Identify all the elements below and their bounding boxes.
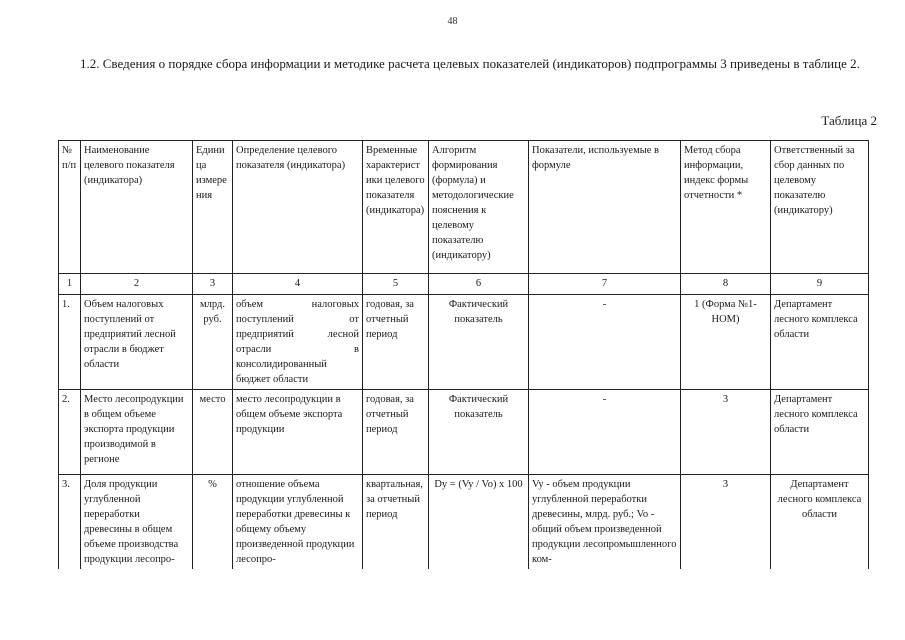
table-row <box>59 475 869 570</box>
indicator-method: 3 <box>681 390 771 475</box>
header-cell: Временные характеристики целевого показателя (индикатора) <box>363 141 429 274</box>
column-number: 5 <box>363 274 429 295</box>
intro-paragraph: 1.2. Сведения о порядке сбора информации и методике расчета целевых показателей (индикаторов) подпрограммы 3 приведены в таблице 2. <box>80 56 860 71</box>
indicator-timing: годовая, за отчетный период <box>363 390 429 475</box>
indicators-table <box>58 140 869 569</box>
indicator-name: Объем налоговых поступлений от предприятий лесной отрасли в бюджет области <box>81 295 193 390</box>
header-cell: № п/п <box>59 141 81 274</box>
header-cell: Единица измерения <box>193 141 233 274</box>
indicator-formula-vars: - <box>529 295 681 390</box>
indicator-algorithm: Фактический показатель <box>429 295 529 390</box>
indicator-unit: % <box>193 475 233 570</box>
indicator-formula-vars: Vy - объем продукции углубленной переработки древесины, млрд. руб.; Vo - общий объем произведенной продукции лесопромышленного ком- <box>529 475 681 570</box>
column-number: 7 <box>529 274 681 295</box>
header-cell: Алгоритм формирования (формула) и методологические пояснения к целевому показателю (индикатору) <box>429 141 529 274</box>
column-number: 2 <box>81 274 193 295</box>
indicator-method: 1 (Форма №1-НОМ) <box>681 295 771 390</box>
column-number: 4 <box>233 274 363 295</box>
header-cell: Метод сбора информации, индекс формы отчетности * <box>681 141 771 274</box>
header-cell: Определение целевого показателя (индикатора) <box>233 141 363 274</box>
indicator-method: 3 <box>681 475 771 570</box>
header-cell: Ответственный за сбор данных по целевому показателю (индикатору) <box>771 141 869 274</box>
column-number: 6 <box>429 274 529 295</box>
table-row <box>59 390 869 475</box>
column-number: 8 <box>681 274 771 295</box>
indicator-name: Место лесопродукции в общем объеме экспорта продукции производимой в регионе <box>81 390 193 475</box>
table-caption: Таблица 2 <box>821 113 877 128</box>
indicator-algorithm: Dy = (Vy / Vo) x 100 <box>429 475 529 570</box>
indicator-unit: млрд. руб. <box>193 295 233 390</box>
column-number-row <box>59 274 869 295</box>
indicator-definition: место лесопродукции в общем объеме экспорта продукции <box>233 390 363 475</box>
indicator-responsible: Департамент лесного комплекса области <box>771 295 869 390</box>
row-number: 2. <box>59 390 81 475</box>
indicator-unit: место <box>193 390 233 475</box>
indicator-timing: квартальная, за отчетный период <box>363 475 429 570</box>
header-cell: Наименование целевого показателя (индикатора) <box>81 141 193 274</box>
indicator-definition: объем налоговых поступлений от предприятий лесной отрасли в консолидированный бюджет области <box>233 295 363 390</box>
column-number: 1 <box>59 274 81 295</box>
indicator-definition: отношение объема продукции углубленной переработки древесины к общему объему произведенной продукции лесопро- <box>233 475 363 570</box>
indicator-responsible: Департамент лесного комплекса области <box>771 390 869 475</box>
header-cell: Показатели, используемые в формуле <box>529 141 681 274</box>
indicator-timing: годовая, за отчетный период <box>363 295 429 390</box>
row-number: 1. <box>59 295 81 390</box>
page-number: 48 <box>447 16 458 27</box>
indicator-responsible: Департамент лесного комплекса области <box>771 475 869 570</box>
header-row <box>59 141 869 274</box>
column-number: 9 <box>771 274 869 295</box>
row-number: 3. <box>59 475 81 570</box>
table-row <box>59 295 869 390</box>
indicator-algorithm: Фактический показатель <box>429 390 529 475</box>
column-number: 3 <box>193 274 233 295</box>
indicator-name: Доля продукции углубленной переработки древесины в общем объеме производства продукции лесопро- <box>81 475 193 570</box>
indicator-formula-vars: - <box>529 390 681 475</box>
